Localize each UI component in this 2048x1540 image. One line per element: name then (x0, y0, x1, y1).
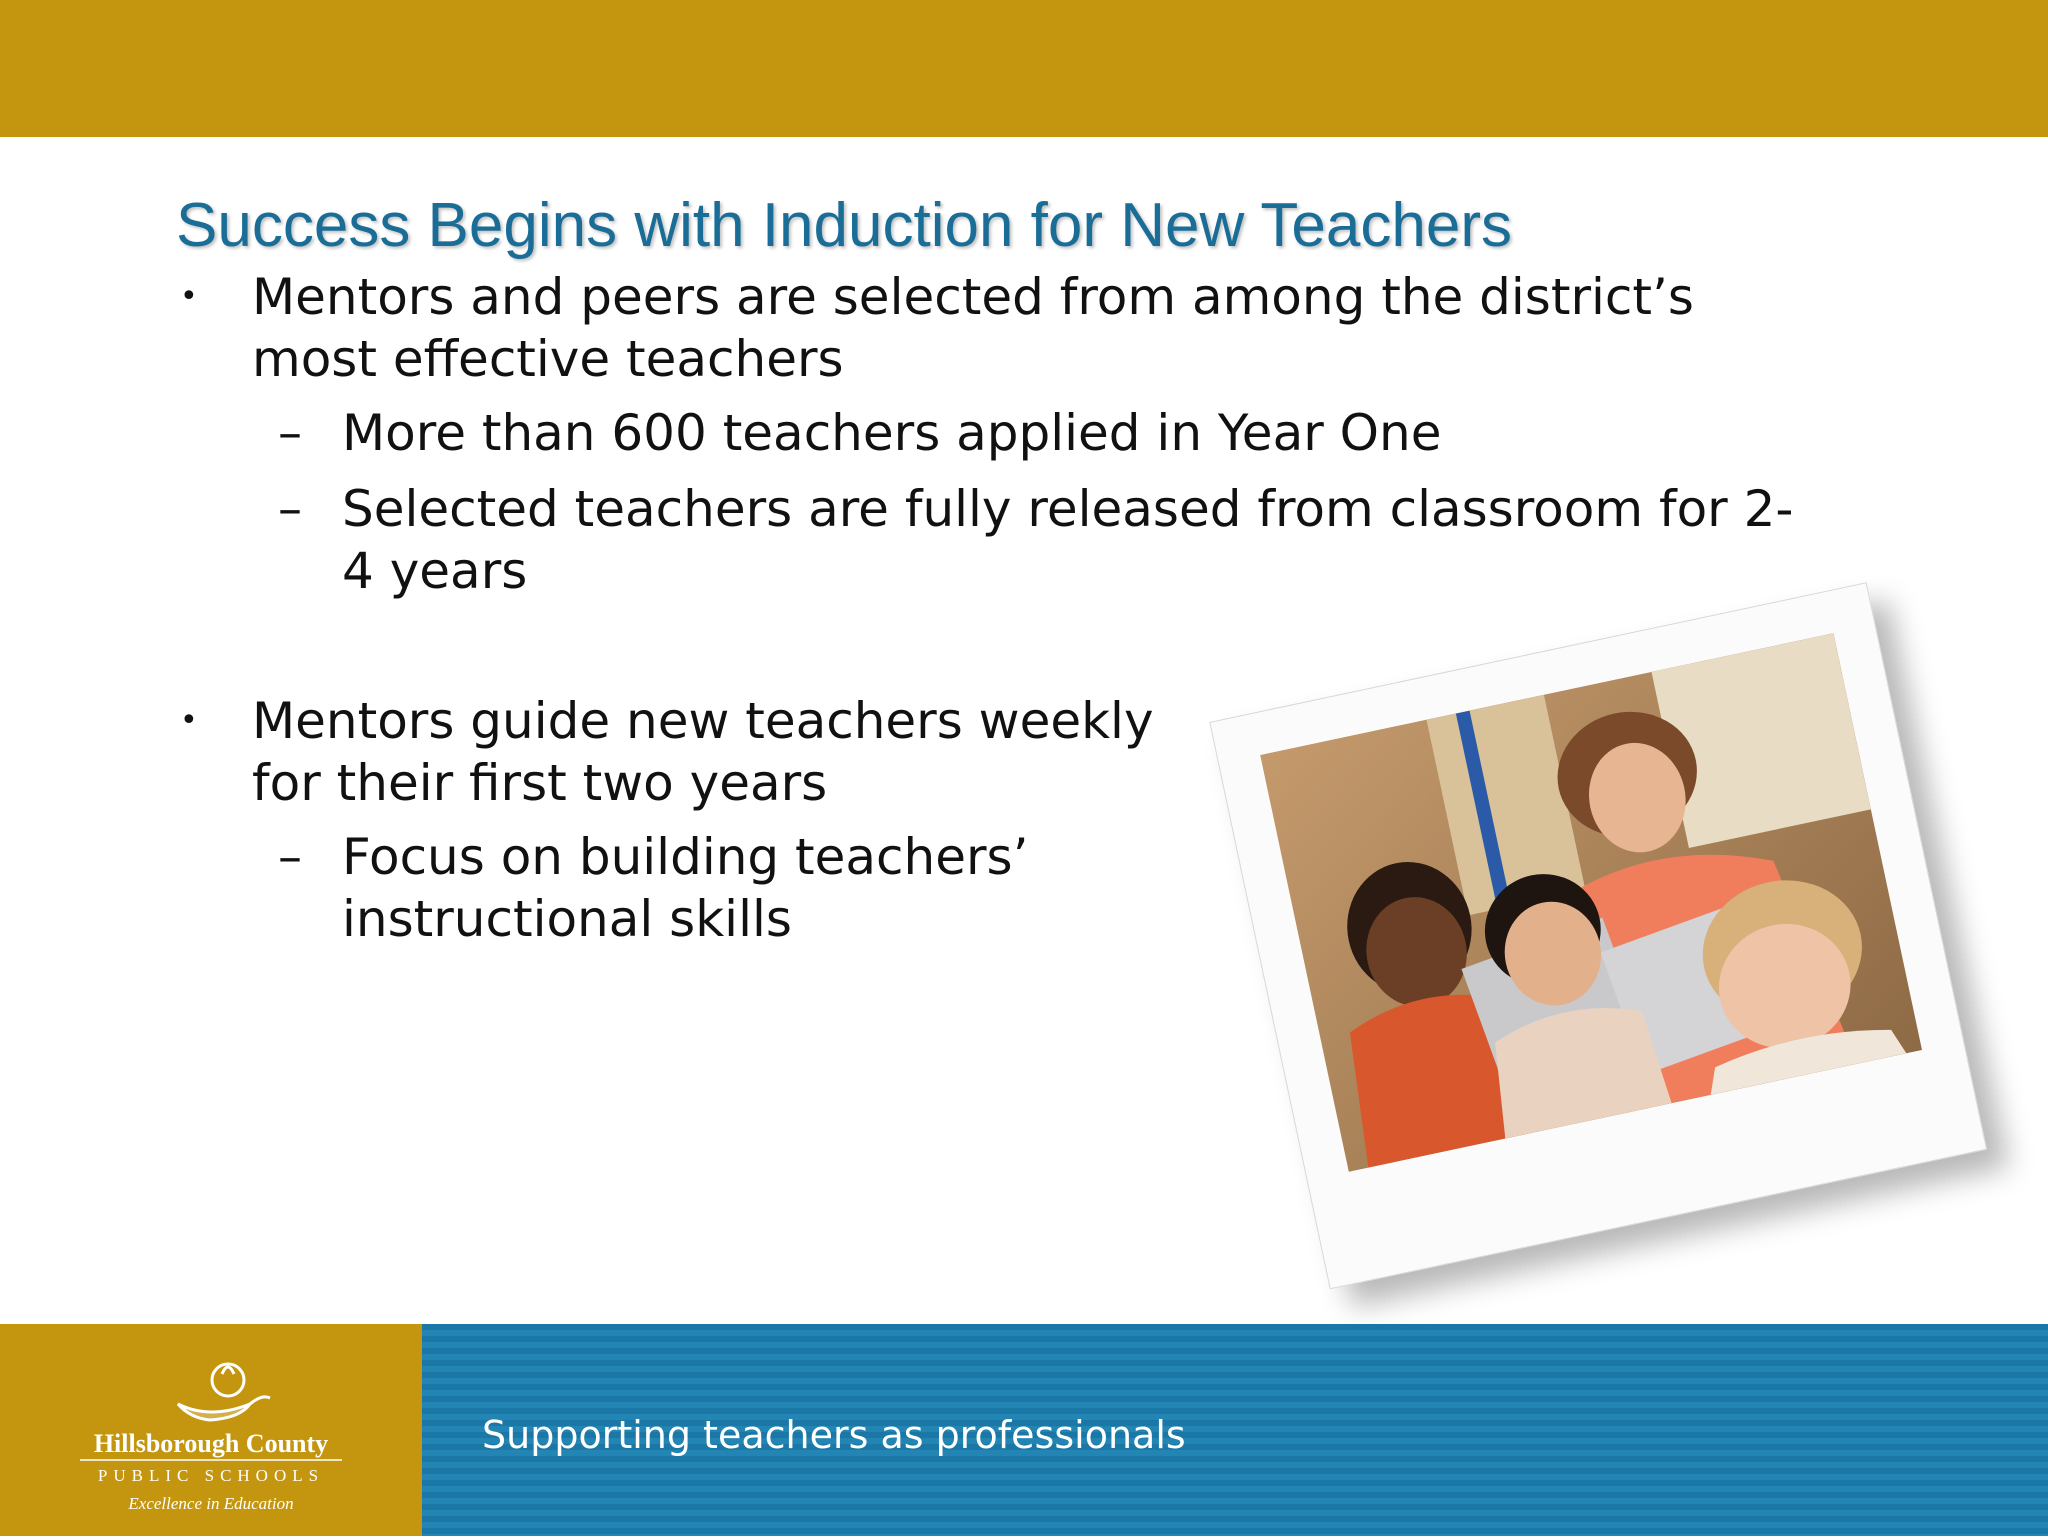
bullet-item-1 (180, 266, 1694, 390)
sub-bullet-1-2-line-1: Selected teachers are fully released from classroom for 2- (342, 480, 1794, 538)
dash-marker: – (278, 481, 302, 537)
bullet-marker: • (180, 279, 198, 314)
slide-title: Success Begins with Induction for New Teachers (176, 191, 1512, 260)
top-gold-band (0, 0, 2048, 137)
sub-bullet-1-1 (278, 402, 1442, 464)
classroom-photo-illustration (1260, 633, 1922, 1172)
logo-subtitle: PUBLIC SCHOOLS (97, 1466, 325, 1485)
sub-bullet-2-1 (278, 826, 1029, 950)
lamp-of-learning-icon (178, 1364, 270, 1420)
school-district-logo (0, 1324, 422, 1536)
logo-motto: Excellence in Education (128, 1494, 294, 1513)
polaroid-photo (1209, 583, 1985, 1288)
footer-tagline: Supporting teachers as professionals (482, 1413, 1186, 1457)
sub-bullet-2-1-line-2: instructional skills (342, 890, 792, 948)
sub-bullet-1-1-line-1: More than 600 teachers applied in Year One (342, 404, 1442, 462)
footer-logo-panel (0, 1324, 422, 1536)
bullet-item-2 (180, 690, 1154, 814)
bullet-2-line-1: Mentors guide new teachers weekly (252, 692, 1154, 750)
photo-frame (1209, 582, 1987, 1289)
logo-name: Hillsborough County (93, 1429, 329, 1458)
bullet-1-line-2: most effective teachers (252, 330, 844, 388)
sub-bullet-2-1-line-1: Focus on building teachers’ (342, 828, 1029, 886)
bullet-marker: • (180, 703, 198, 738)
bullet-2-line-2: for their first two years (252, 754, 828, 812)
bullet-1-line-1: Mentors and peers are selected from among the district’s (252, 268, 1694, 326)
sub-bullet-1-2-line-2: 4 years (342, 542, 528, 600)
sub-bullet-1-2 (278, 478, 1794, 602)
dash-marker: – (278, 829, 302, 885)
classroom-photo (1260, 633, 1922, 1172)
dash-marker: – (278, 405, 302, 461)
